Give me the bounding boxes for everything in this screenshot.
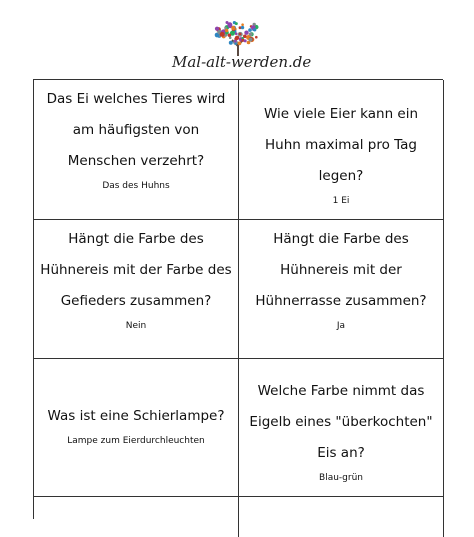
logo-text: Mal-alt-werden.de	[172, 53, 312, 71]
logo-dot	[224, 27, 227, 30]
site-logo	[172, 18, 312, 82]
card-question: Hängt die Farbe des Hühnereis mit der Hühnerrasse zusammen?	[255, 231, 427, 309]
logo-dot	[239, 33, 242, 36]
logo-dot	[244, 39, 247, 42]
logo-dot	[228, 34, 231, 37]
logo-dot	[234, 40, 237, 43]
logo-dot	[241, 23, 244, 26]
quiz-card-empty	[239, 497, 444, 537]
card-question: Das Ei welches Tieres wird am häufigsten von Menschen verzehrt?	[46, 91, 226, 169]
logo-dot	[229, 41, 233, 45]
logo-dot	[255, 36, 258, 39]
logo-dot	[235, 32, 238, 35]
card-answer: Ja	[336, 321, 346, 331]
logo-dot	[231, 26, 235, 30]
quiz-card	[239, 220, 444, 359]
quiz-card	[239, 80, 444, 220]
card-question: Welche Farbe nimmt das Eigelb eines "überkochten" Eis an?	[249, 383, 433, 461]
logo-dot	[241, 26, 244, 29]
logo-dot	[225, 29, 228, 32]
quiz-card	[34, 80, 239, 220]
logo-dot	[215, 27, 219, 31]
quiz-card-grid	[33, 79, 443, 519]
card-answer: Nein	[125, 321, 147, 331]
card-question: Hängt die Farbe des Hühnereis mit der Farbe des Gefieders zusammen?	[40, 231, 232, 309]
logo-dot	[249, 32, 253, 36]
quiz-card	[34, 220, 239, 359]
logo-dot	[249, 38, 253, 42]
logo-dot	[248, 28, 252, 32]
card-answer: Das des Huhns	[102, 181, 170, 191]
quiz-card	[34, 359, 239, 497]
card-question: Wie viele Eier kann ein Huhn maximal pro Tag legen?	[263, 106, 419, 184]
logo-dot	[235, 22, 238, 25]
logo-dot	[253, 28, 256, 31]
logo-dot	[238, 41, 242, 45]
logo-dot	[235, 43, 237, 45]
logo-dot	[244, 31, 248, 35]
card-answer: 1 Ei	[332, 196, 350, 206]
card-question: Was ist eine Schierlampe?	[47, 408, 225, 424]
card-answer: Blau-grün	[319, 473, 363, 483]
logo-dot	[220, 32, 225, 37]
card-answer: Lampe zum Eierdurchleuchten	[67, 436, 205, 446]
quiz-card-empty	[34, 497, 239, 537]
quiz-card	[239, 359, 444, 497]
tree-logo-icon	[172, 18, 304, 58]
